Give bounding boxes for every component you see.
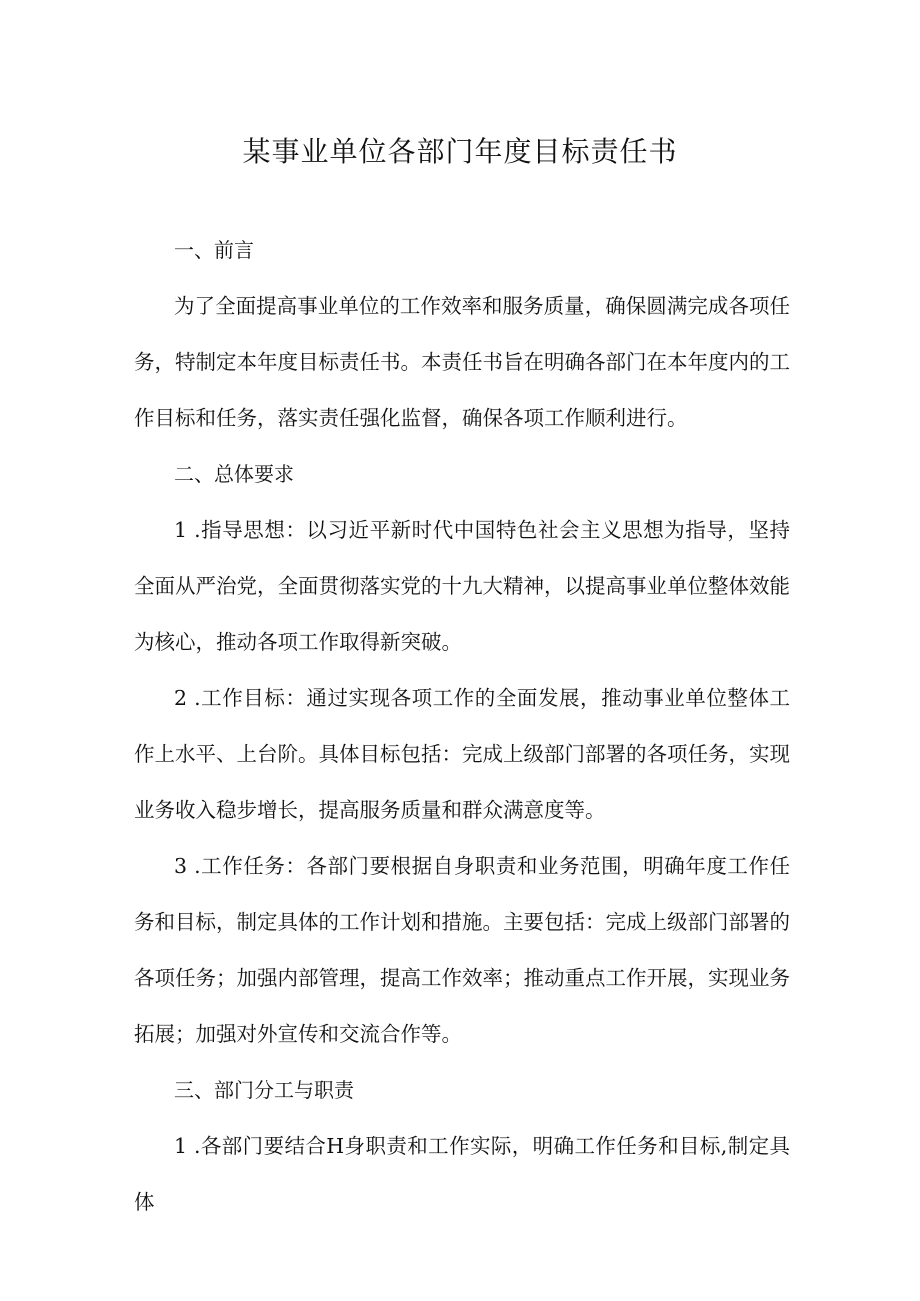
requirement-guiding-ideology: 1 .指导思想：以习近平新时代中国特色社会主义思想为指导，坚持全面从严治党，全面贯彻落实党的十九大精神，以提高事业单位整体效能为核心，推动各项工作取得新突破。 — [134, 518, 790, 654]
requirement-work-goals: 2 .工作目标：通过实现各项工作的全面发展，推动事业单位整体工作上水平、上台阶。具体目标包括：完成上级部门部署的各项任务，实现业务收入稳步增长，提高服务质量和群众满意度等。 — [134, 686, 790, 822]
section-heading-division-of-duties: 三、部门分工与职责 — [174, 1078, 354, 1102]
document-body — [134, 222, 790, 1230]
requirement-work-tasks: 3 .工作任务：各部门要根据自身职责和业务范围，明确年度工作任务和目标，制定具体的工作计划和措施。主要包括：完成上级部门部署的各项任务；加强内部管理，提高工作效率；推动重点工作开展，实现业务拓展；加强对外宣传和交流合作等。 — [134, 854, 790, 1046]
document-title: 某事业单位各部门年度目标责任书 — [242, 135, 678, 168]
preface-paragraph: 为了全面提高事业单位的工作效率和服务质量，确保圆满完成各项任务，特制定本年度目标责任书。本责任书旨在明确各部门在本年度内的工作目标和任务，落实责任强化监督，确保各项工作顺利进行。 — [134, 294, 790, 430]
duties-paragraph-1: 1 .各部门要结合H身职责和工作实际，明确工作任务和目标,制定具体 — [134, 1134, 790, 1214]
section-heading-general-requirements: 二、总体要求 — [174, 462, 294, 486]
section-heading-preface: 一、前言 — [174, 238, 254, 262]
